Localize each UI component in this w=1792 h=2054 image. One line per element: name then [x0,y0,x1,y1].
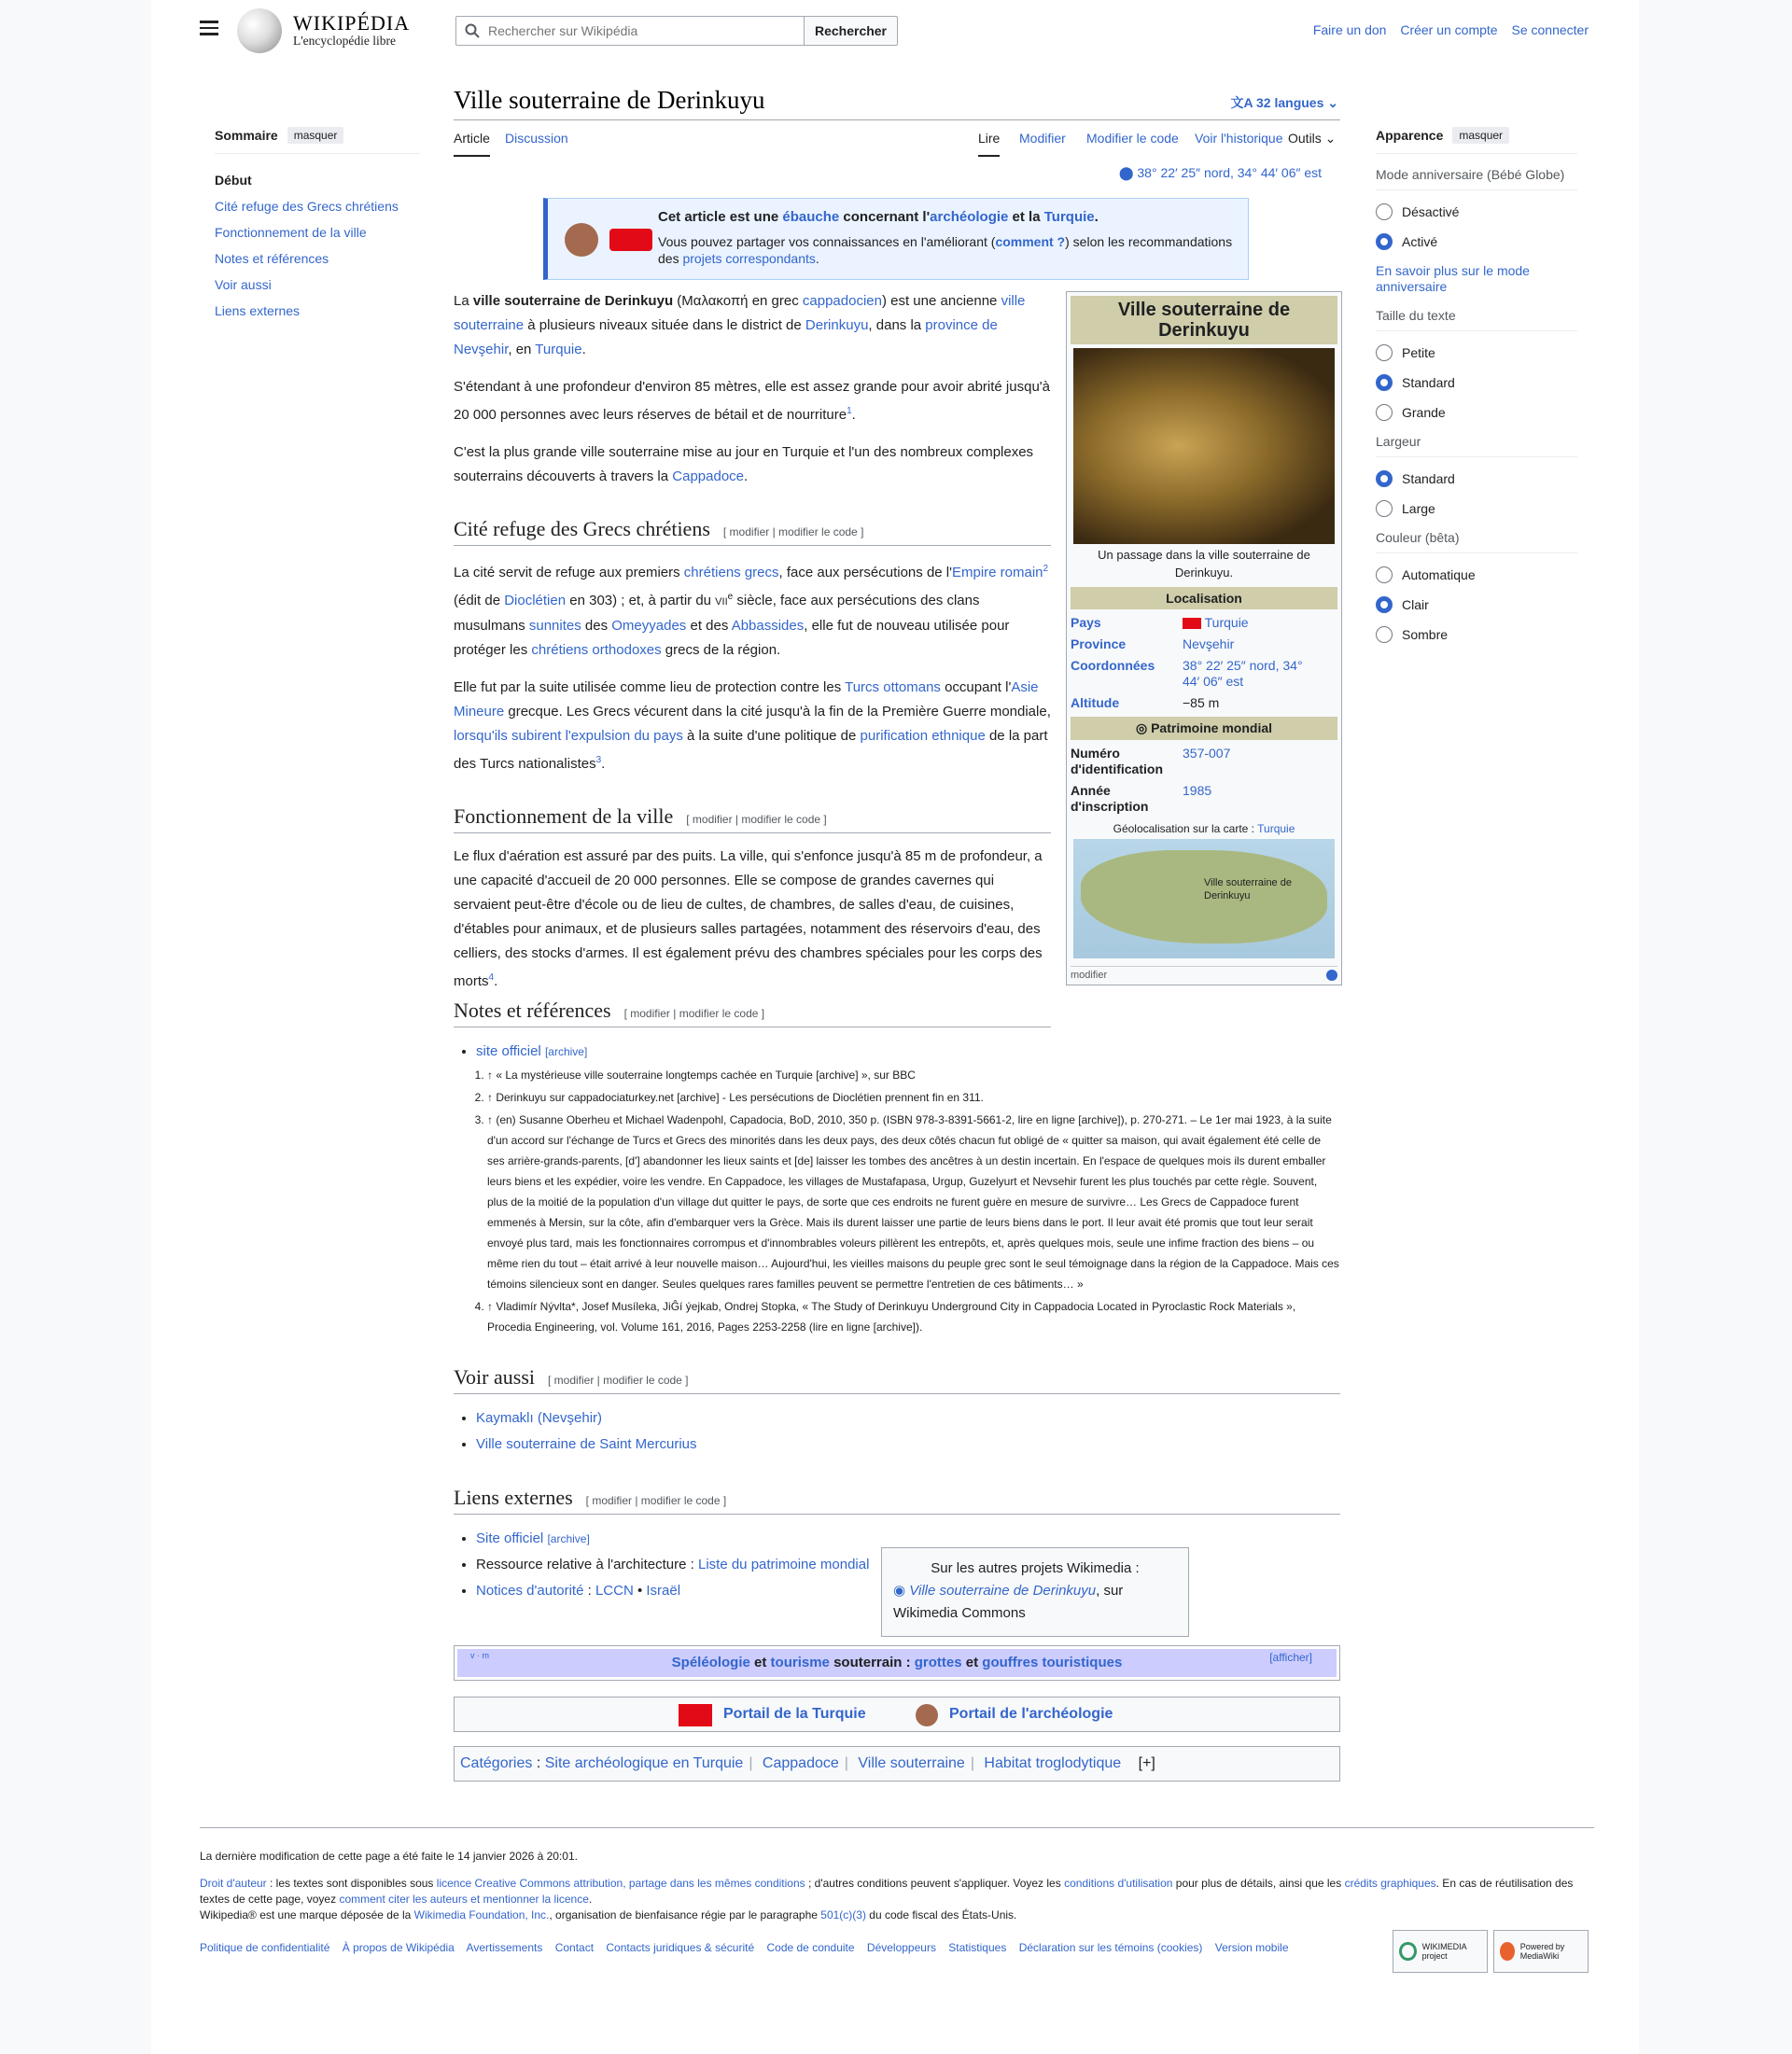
radio-color-auto[interactable] [1376,566,1393,583]
ref-1[interactable]: 1 [847,406,852,416]
turkey-flag-icon [609,229,652,251]
greek-christians-link[interactable]: chrétiens grecs [683,565,779,580]
sunni-link[interactable]: sunnites [528,618,581,634]
authority-notices-link[interactable]: Notices d'autorité [476,1583,584,1599]
turkey-link[interactable]: Turquie [535,342,582,357]
infobox-caption: Un passage dans la ville souterraine de Derinkuyu. [1098,548,1310,580]
radio-width-standard[interactable] [1376,470,1393,487]
mode-off-option[interactable] [1376,203,1577,220]
search-icon [465,23,480,38]
size-standard-option[interactable] [1376,374,1577,391]
category-link[interactable]: Cappadoce [762,1755,839,1771]
list-item [476,1405,1340,1432]
width-label: Largeur [1376,434,1577,457]
heritage-icon: ◎ [1135,720,1152,735]
official-site-link[interactable]: site officiel [476,1043,541,1059]
color-auto-option[interactable] [1376,566,1577,583]
speleology-link[interactable]: Spéléologie [671,1655,750,1670]
roman-empire-link[interactable]: Empire romain [952,565,1043,580]
text-size-label: Taille du texte [1376,308,1577,331]
radio-size-small[interactable] [1376,344,1393,361]
archive-link[interactable]: [archive] [547,1532,590,1545]
map-pin-icon: ⬤ [1118,165,1138,180]
language-button[interactable]: 文A 32 langues ⌄ [1230,95,1338,110]
infobox-key: Numéro d'identification [1071,746,1163,776]
world-heritage-list-link[interactable]: Liste du patrimoine mondial [697,1557,870,1572]
appearance-hide-button[interactable]: masquer [1452,127,1509,144]
footer-link[interactable]: Avertissements [466,1941,543,1954]
option-label: Clair [1402,597,1429,612]
cite-authors-link[interactable]: comment citer les auteurs et mentionner la licence [339,1893,589,1906]
footer-link[interactable]: Statistiques [948,1941,1007,1954]
commons-link[interactable]: Ville souterraine de Derinkuyu [909,1583,1097,1599]
reference-item: 4. ↑ Vladimír Nývlta*, Josef Musílekа, JiĜí ýejkab, Ondrej Stopka, « The Study of Derinkuyu Underground City in Cappadocia Located in Pyroclastic Rock Materials », Procedia Engineering, vol. Volume 161, 2016, Pages 2253-2258 (lire en ligne [archive]). [487,1296,1340,1337]
radio-color-light[interactable] [1376,596,1393,613]
categories-label[interactable]: Catégories [460,1755,533,1771]
option-label: Désactivé [1402,204,1460,219]
tools-label: Outils [1288,131,1322,146]
official-site-link[interactable]: Site officiel [476,1530,544,1546]
reference-item: 3. ↑ (en) Susanne Oberheu et Michael Wadenpohl, Capadocia, BoD, 2010, 350 p. (ISBN 978-3-8391-5661-2, lire en ligne [archive]), p. 270-271. – Le 1er mai 1923, à la suite d'un accord sur l'échange de Turcs et Grecs des minorités dans les deux pays, des deux côtés chacun fut obligé de « quitter sa maison, qui avait également été celle de ses arrière-grands-parents, [d'] abandonner les lieux saints et [de] laisser les tombes des ancêtres à un destin incertain. En l'espace de quelques mois ils durent emballer leurs biens et les expédier, voire les vendre. En Cappadoce, les villages de Mustafapasa, Urgup, Guzelyurt et Nevsehir furent les plus touchés par cette règle. Souvent, plus de la moitié de la population d'un village dut quitter le pays, de sorte que ces endroits ne furent guère en mesure de survivre… Les Grecs de Cappadoce furent emmenés à Mersin, sur la côte, afin d'embarquer vers la Grèce. Mais ils durent laisser une partie de leurs biens dans le port. Il leur avait été promis que tout leur serait envoyé plus tard, mais les fonctionnaires corrompus et d'innombrables voleurs pillèrent les entrepôts, et, après quelques mois, seule une infime fraction des biens – ou même rien du tout – était arrivé à leur nouvelle maison… Aujourd'hui, les vieilles maisons du peuple grec sont le seul témoignage dans la région de la Cappadoce. Mais ces témoins silencieux sont en danger. Seules quelques rares familles peuvent se permettre l'entretien de ces bâtiments… » [487,1110,1340,1294]
geolocation-label: Géolocalisation sur la carte : Turquie [1113,822,1295,835]
cc-license-link[interactable]: licence Creative Commons attribution, partage dans les mêmes conditions [436,1877,805,1890]
stub-notice [543,198,1249,280]
footer [200,1827,1594,1956]
wikipedia-globe-logo[interactable] [237,8,282,53]
width-standard-option[interactable] [1376,470,1577,487]
radio-mode-on[interactable] [1376,233,1393,250]
radio-color-dark[interactable] [1376,626,1393,643]
infobox-edit-link[interactable]: modifier [1071,970,1108,981]
toc-hide-button[interactable]: masquer [287,127,344,144]
radio-size-large[interactable] [1376,404,1393,421]
infobox-key[interactable]: Province [1071,636,1127,651]
saint-mercurius-link[interactable]: Ville souterraine de Saint Mercurius [476,1436,697,1452]
appearance-title: Apparence [1376,128,1444,143]
how-link[interactable]: comment ? [995,234,1066,249]
infobox-section-heritage: ◎ Patrimoine mondial [1071,717,1337,740]
tab-edit[interactable]: Modifier [1019,131,1066,146]
birthday-mode-label: Mode anniversaire (Bébé Globe) [1376,167,1577,190]
fonctionnement-paragraph: Le flux d'aération est assuré par des puits. La ville, qui s'enfonce jusqu'à 85 m de profondeur, a une capacité d'accueil de 20 000 personnes. Elle se compose de grandes cavernes qui servaient peut-être d'école ou de lieu de cultes, de chambres, de salles d'eau, de cuisines, d'étables pour animaux, et de plusieurs salles partagées, notamment des réservoirs d'eau, des celliers, des stocks d'armes. Il est également prévu des chambres spéciales pour les corps des morts$^4$. [454,848,1043,989]
tab-discussion[interactable]: Discussion [505,131,568,146]
translate-icon: 文A [1230,95,1256,110]
section-edit-links[interactable]: [ modifier | modifier le code ] [585,1494,727,1507]
infobox [1066,291,1342,985]
option-label: Automatique [1402,567,1476,582]
donate-link[interactable]: Faire un don [1312,22,1387,37]
option-label: Grande [1402,405,1446,420]
official-site-list [476,1039,1340,1065]
list-item [476,1039,1340,1065]
infobox-key[interactable]: Pays [1071,615,1101,630]
stub-notice-line2: Vous pouvez partager vos connaissances en l'améliorant (comment ?) selon les recommandations des projets correspondants. [658,234,1233,266]
wikimedia-logo-icon [1399,1942,1417,1961]
list-item: • Notices d'autorité : LCCN • Israël [476,1578,1340,1604]
width-large-option[interactable] [1376,500,1577,517]
location-map[interactable] [1073,839,1335,958]
radio-size-standard[interactable] [1376,374,1393,391]
footer-link[interactable]: Politique de confidentialité [200,1941,330,1954]
turkey-flag-icon [679,1704,712,1726]
navbox-show-toggle[interactable]: [afficher] [1269,1651,1312,1664]
portal-archaeology-link[interactable]: Portail de l'archéologie [949,1706,1113,1722]
color-light-option[interactable] [1376,596,1577,613]
stub-link[interactable]: ébauche [782,209,840,225]
turkey-flag-icon [1183,618,1201,629]
mode-on-option[interactable] [1376,233,1577,250]
navbox-vm-links[interactable]: v · m [470,1651,489,1660]
language-count: 32 langues [1256,95,1324,110]
category-link[interactable]: Site archéologique en Turquie [544,1755,744,1771]
show-caves-link[interactable]: gouffres touristiques [982,1655,1123,1670]
turkey-link[interactable]: Turquie [1043,209,1095,225]
article-body [454,289,1051,1007]
expulsion-link[interactable]: lorsqu'ils subirent l'expulsion du pays [454,728,683,744]
wikimedia-project-badge[interactable]: WIKIMEDIA project [1393,1930,1488,1973]
personal-tools [1303,22,1589,37]
tools-menu[interactable]: Outils ⌄ [1288,131,1337,146]
abbasids-link[interactable]: Abbassides [731,618,805,634]
derinkuyu-link[interactable]: Derinkuyu [805,317,869,333]
caves-link[interactable]: grottes [914,1655,962,1670]
sister-title: Sur les autres projets Wikimedia : [931,1560,1140,1576]
image-credits-link[interactable]: crédits graphiques [1344,1877,1436,1890]
categories-expand-toggle[interactable]: [+] [1138,1755,1155,1771]
footer-link[interactable]: Développeurs [866,1941,936,1954]
radio-mode-off[interactable] [1376,203,1393,220]
ref-3[interactable]: 3 [595,755,602,765]
infobox-row [1071,746,1337,777]
infobox-footer [1071,966,1337,981]
coordinates-text: 38° 22′ 25″ nord, 34° 44′ 06″ est [1137,165,1322,180]
tagline: L'encyclopédie libre [293,34,397,48]
501c3-link[interactable]: 501(c)(3) [820,1908,866,1921]
infobox-row [1071,695,1337,711]
refuge-paragraph-1: La cité servit de refuge aux premiers chrétiens grecs, face aux persécutions de l'Empire romain$^2$ (édit de Dioclétien en 303) ; et, à partir du VIIe siècle, face aux persécutions des clans musulmans sunnites des Omeyyades et des Abbassides, elle fut de nouveau utilisée pour protéger les chrétiens orthodoxes grecs de la région. [454,564,1049,658]
main-menu-icon[interactable] [200,21,218,35]
category-link[interactable]: Ville souterraine [858,1755,965,1771]
cappadoce-link[interactable]: Cappadoce [672,468,745,484]
list-item [476,1432,1340,1458]
refuge-paragraph-2: Elle fut par la suite utilisée comme lieu de protection contre les Turcs ottomans occupant l'Asie Mineure grecque. Les Grecs vécurent dans la cité jusqu'à la fin de la Première Guerre mondiale, lorsqu'ils subirent l'expulsion du pays à la suite d'une politique de purification ethnique de la part des Turcs nationalistes$^3$. [454,679,1051,772]
sister-projects-box [881,1547,1189,1637]
infobox-key[interactable]: Coordonnées [1071,658,1155,673]
references-list [487,1065,1340,1337]
title-coordinates[interactable] [1119,165,1322,181]
sister-commons-entry: ◉ Ville souterraine de Derinkuyu, sur Wikimedia Commons [893,1583,1124,1621]
infobox-value[interactable]: 38° 22′ 25″ nord, 34° 44′ 06″ est [1183,658,1303,689]
intro-paragraph-1: La ville souterraine de Derinkuyu (Μαλακοπή en grec cappadocien) est une ancienne ville souterraine à plusieurs niveaux située dans le district de Derinkuyu, dans la province de Nevşehir, en Turquie. [454,293,1026,357]
see-also-list [476,1405,1340,1458]
toc-item-cite-refuge[interactable]: Cité refuge des Grecs chrétiens [215,199,399,214]
map-turkey-link[interactable]: Turquie [1257,822,1295,835]
categories-bar: Catégories : Site archéologique en Turquie | Cappadoce | Ville souterraine | Habitat troglodytique [+] [454,1746,1340,1782]
umayyads-link[interactable]: Omeyyades [611,618,687,634]
infobox-value[interactable]: Turquie [1183,615,1249,631]
wikimedia-foundation-link[interactable]: Wikimedia Foundation, Inc. [413,1908,550,1921]
toc-title: Sommaire [215,128,278,143]
tab-history[interactable]: Voir l'historique [1195,131,1283,146]
infobox-section-location: Localisation [1071,587,1337,609]
option-label: Petite [1402,345,1435,360]
underground-city-link[interactable]: ville souterraine [454,293,1026,333]
footer-link[interactable]: Version mobile [1214,1941,1289,1954]
ref-4[interactable]: 4 [488,972,495,983]
appearance-panel [1376,127,1577,643]
archive-link[interactable]: [archive] [544,1045,588,1058]
infobox-title: Ville souterraine de Derinkuyu [1071,296,1337,344]
infobox-row [1071,615,1337,631]
infobox-photo[interactable] [1073,348,1335,544]
page-title: Ville souterraine de Derinkuyu [454,86,765,114]
navbox: v · m Spéléologie et tourisme souterrain : grottes et gouffres touristiques [afficher] [454,1645,1340,1681]
orthodox-christians-link[interactable]: chrétiens orthodoxes [531,642,662,658]
section-heading-liens-externes: Liens externes [ modifier | modifier le code ] [454,1486,1340,1515]
footer-link[interactable]: Code de conduite [766,1941,855,1954]
login-link[interactable]: Se connecter [1511,22,1589,37]
mediawiki-badge[interactable]: Powered by MediaWiki [1493,1930,1589,1973]
page [151,0,1639,2054]
mediawiki-logo-icon [1500,1942,1515,1961]
section-edit-links[interactable]: [ modifier | modifier le code ] [623,1007,765,1020]
copyright-link[interactable]: Droit d'auteur [200,1877,267,1890]
infobox-value: −85 m [1183,695,1220,710]
portals-bar [454,1697,1340,1732]
section-edit-links[interactable]: [ modifier | modifier le code ] [548,1374,689,1387]
ottoman-turks-link[interactable]: Turcs ottomans [845,679,941,695]
tab-article[interactable]: Article [454,131,490,157]
size-small-option[interactable] [1376,344,1577,361]
page-tabs [454,131,1340,157]
footer-links [200,1940,1594,1956]
license-text: Droit d'auteur : les textes sont disponibles sous licence Creative Commons attribution, partage dans les mêmes conditions ; d'autres conditions peuvent s'appliquer. Voyez les conditions d'utilisation pour plus de détails, ainsi que les crédits graphiques. En cas de réutilisation des textes de cette page, voyez comment citer les auteurs et mentionner la licence. [200,1877,1574,1906]
diocletian-link[interactable]: Dioclétien [504,593,567,608]
ethnic-cleansing-link[interactable]: purification ethnique [860,728,986,744]
infobox-row [1071,783,1337,815]
tab-read[interactable]: Lire [978,131,1000,157]
infobox-value[interactable]: Nevşehir [1183,636,1235,651]
archaeology-icon [565,223,598,257]
reference-item: 1. ↑ « La mystérieuse ville souterraine longtemps cachée en Turquie [archive] », sur BBC [487,1065,1340,1085]
toc-item-fonctionnement[interactable]: Fonctionnement de la ville [215,225,367,240]
create-account-link[interactable]: Créer un compte [1400,22,1498,37]
intro-paragraph-2: S'étendant à une profondeur d'environ 85 mètres, elle est assez grande pour avoir abrité jusqu'à 20 000 personnes avec leurs réserves de bétail et de nourriture$^1$. [454,379,1050,423]
info-icon[interactable] [1326,970,1337,981]
intro-paragraph-3: C'est la plus grande ville souterraine mise au jour en Turquie et l'un des nombreux complexes souterrains découverts à travers la Cappadoce. [454,444,1034,484]
radio-width-large[interactable] [1376,500,1393,517]
title-divider [454,119,1340,120]
birthday-mode-more-link[interactable]: En savoir plus sur le mode anniversaire [1376,263,1530,294]
reference-item: 2. ↑ Derinkuyu sur cappadociaturkey.net [archive] - Les persécutions de Dioclétien prennent fin en 311. [487,1087,1340,1108]
wordmark[interactable]: WIKIPÉDIA [293,11,411,35]
toc-item-debut[interactable]: Début [215,173,252,188]
section-heading-voir-aussi: Voir aussi [ modifier | modifier le code ] [454,1365,1340,1394]
section-heading-notes: Notes et références [ modifier | modifier le code ] [454,999,1051,1027]
option-label: Standard [1402,375,1455,390]
cappadocian-link[interactable]: cappadocien [802,293,882,309]
archaeology-link[interactable]: archéologie [930,209,1009,225]
size-large-option[interactable] [1376,404,1577,421]
stub-notice-line1: Cet article est une ébauche concernant l'archéologie et la Turquie. [658,209,1099,225]
option-label: Large [1402,501,1435,516]
search-button[interactable]: Rechercher [804,16,898,46]
option-label: Activé [1402,234,1438,249]
last-modified: La dernière modification de cette page a été faite le 14 janvier 2026 à 20:01. [200,1850,578,1863]
toc-item-liens-externes[interactable]: Liens externes [215,303,301,318]
projects-link[interactable]: projets correspondants [682,251,816,266]
option-label: Standard [1402,471,1455,486]
map-marker-label: Ville souterraine de Derinkuyu [1204,877,1292,901]
color-dark-option[interactable] [1376,626,1577,643]
footer-link[interactable]: À propos de Wikipédia [342,1941,455,1954]
terms-link[interactable]: conditions d'utilisation [1064,1877,1173,1890]
commons-icon: ◉ [893,1583,910,1599]
category-link[interactable]: Habitat troglodytique [984,1755,1122,1771]
list-item: • Ressource relative à l'architecture : Liste du patrimoine mondial [476,1552,1340,1578]
color-label: Couleur (bêta) [1376,530,1577,553]
footer-link[interactable]: Déclaration sur les témoins (cookies) [1018,1941,1203,1954]
footer-link[interactable]: Contact [554,1941,595,1954]
footer-link[interactable]: Contacts juridiques & sécurité [606,1941,755,1954]
trademark-text: Wikipedia® est une marque déposée de la Wikimedia Foundation, Inc., organisation de bienfaisance régie par le paragraphe 501(c)(3) du code fiscal des États-Unis. [200,1908,1017,1921]
option-label: Sombre [1402,627,1449,642]
search-box[interactable] [455,16,805,46]
nevsehir-province-link[interactable]: province de Nevşehir [454,317,998,357]
section-edit-links[interactable]: [ modifier | modifier le code ] [686,813,827,826]
table-of-contents [215,127,420,324]
asia-minor-link[interactable]: Asie Mineure [454,679,1039,720]
tourism-link[interactable]: tourisme [770,1655,830,1670]
toc-item-voir-aussi[interactable]: Voir aussi [215,277,272,292]
kaymakli-link[interactable]: Kaymaklı (Nevşehir) [476,1410,603,1426]
tab-edit-source[interactable]: Modifier le code [1086,131,1179,146]
archaeology-icon [916,1704,938,1726]
infobox-key[interactable]: Altitude [1071,695,1120,710]
infobox-row [1071,636,1337,652]
ref-2[interactable]: 2 [1043,564,1049,574]
portal-turkey-link[interactable]: Portail de la Turquie [723,1706,866,1722]
section-edit-links[interactable]: [ modifier | modifier le code ] [722,525,864,538]
lccn-link[interactable]: LCCN [595,1583,634,1599]
infobox-value[interactable]: 357-007 [1183,746,1231,761]
infobox-key: Année d'inscription [1071,783,1149,814]
section-heading-fonctionnement: Fonctionnement de la ville [ modifier | modifier le code ] [454,804,1051,833]
section-heading-refuge: Cité refuge des Grecs chrétiens [ modifier | modifier le code ] [454,517,1051,546]
toc-item-notes[interactable]: Notes et références [215,251,329,266]
infobox-row [1071,658,1337,690]
israel-link[interactable]: Israël [646,1583,681,1599]
search-input[interactable] [488,21,796,40]
infobox-value[interactable]: 1985 [1183,783,1212,798]
notes-section [454,999,1340,1604]
